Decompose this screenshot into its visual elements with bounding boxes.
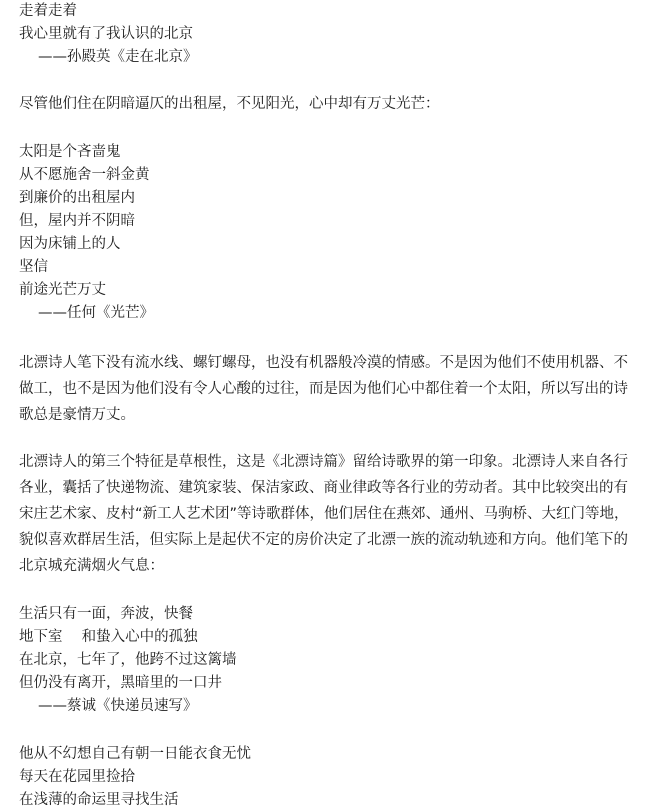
paragraph-line: 北漂诗人的第三个特征是草根性，这是《北漂诗篇》留给诗歌界的第一印象。北漂诗人来自各行 <box>19 454 628 470</box>
paragraph-line: 尽管他们住在阴暗逼仄的出租屋，不见阳光，心中却有万丈光芒： <box>19 96 440 112</box>
poem-line: 太阳是个吝啬鬼 <box>19 144 121 160</box>
poem-line: 他从不幻想自己有朝一日能衣食无忧 <box>19 746 251 762</box>
poem-line: 在浅薄的命运里寻找生活 <box>19 792 179 808</box>
paragraph-line: 貌似喜欢群居生活，但实际上是起伏不定的房价决定了北漂一族的流动轨迹和方向。他们笔下的 <box>19 532 628 548</box>
paragraph-line: 北漂诗人笔下没有流水线、螺钉螺母，也没有机器般冷漠的情感。不是因为他们不使用机器、不 <box>19 355 628 371</box>
poem-line: 每天在花园里捡拾 <box>19 769 135 785</box>
poem-attribution: ——任何《光芒》 <box>38 305 154 321</box>
poem-attribution: ——孙殿英《走在北京》 <box>38 49 198 65</box>
poem-line: 因为床铺上的人 <box>19 236 121 252</box>
paragraph-line: 做工，也不是因为他们没有令人心酸的过往，而是因为他们心中都住着一个太阳，所以写出的诗 <box>19 381 628 397</box>
poem-line: 但，屋内并不阴暗 <box>19 213 135 229</box>
poem-line: 生活只有一面，奔波，快餐 <box>19 606 193 622</box>
poem-line: 在北京，七年了，他跨不过这篱墙 <box>19 652 237 668</box>
poem-line: 我心里就有了我认识的北京 <box>19 26 193 42</box>
paragraph-line: 各业，囊括了快递物流、建筑家装、保洁家政、商业律政等各行业的劳动者。其中比较突出的有 <box>19 480 628 496</box>
poem-line: 到廉价的出租屋内 <box>19 190 135 206</box>
poem-attribution: ——蔡诚《快递员速写》 <box>38 698 198 714</box>
poem-line: 地下室 和蛰入心中的孤独 <box>19 629 198 645</box>
poem-line: 坚信 <box>19 259 48 275</box>
poem-line: 从不愿施舍一斜金黄 <box>19 167 150 183</box>
paragraph-line: 北京城充满烟火气息： <box>19 558 164 574</box>
poem-line: 前途光芒万丈 <box>19 282 106 298</box>
poem-line: 但仍没有离开，黑暗里的一口井 <box>19 675 222 691</box>
poem-line: 走着走着 <box>19 3 77 19</box>
paragraph-line: 歌总是豪情万丈。 <box>19 407 135 423</box>
paragraph-line: 宋庄艺术家、皮村“新工人艺术团”等诗歌群体，他们居住在燕郊、通州、马驹桥、大红门等地， <box>19 506 629 522</box>
